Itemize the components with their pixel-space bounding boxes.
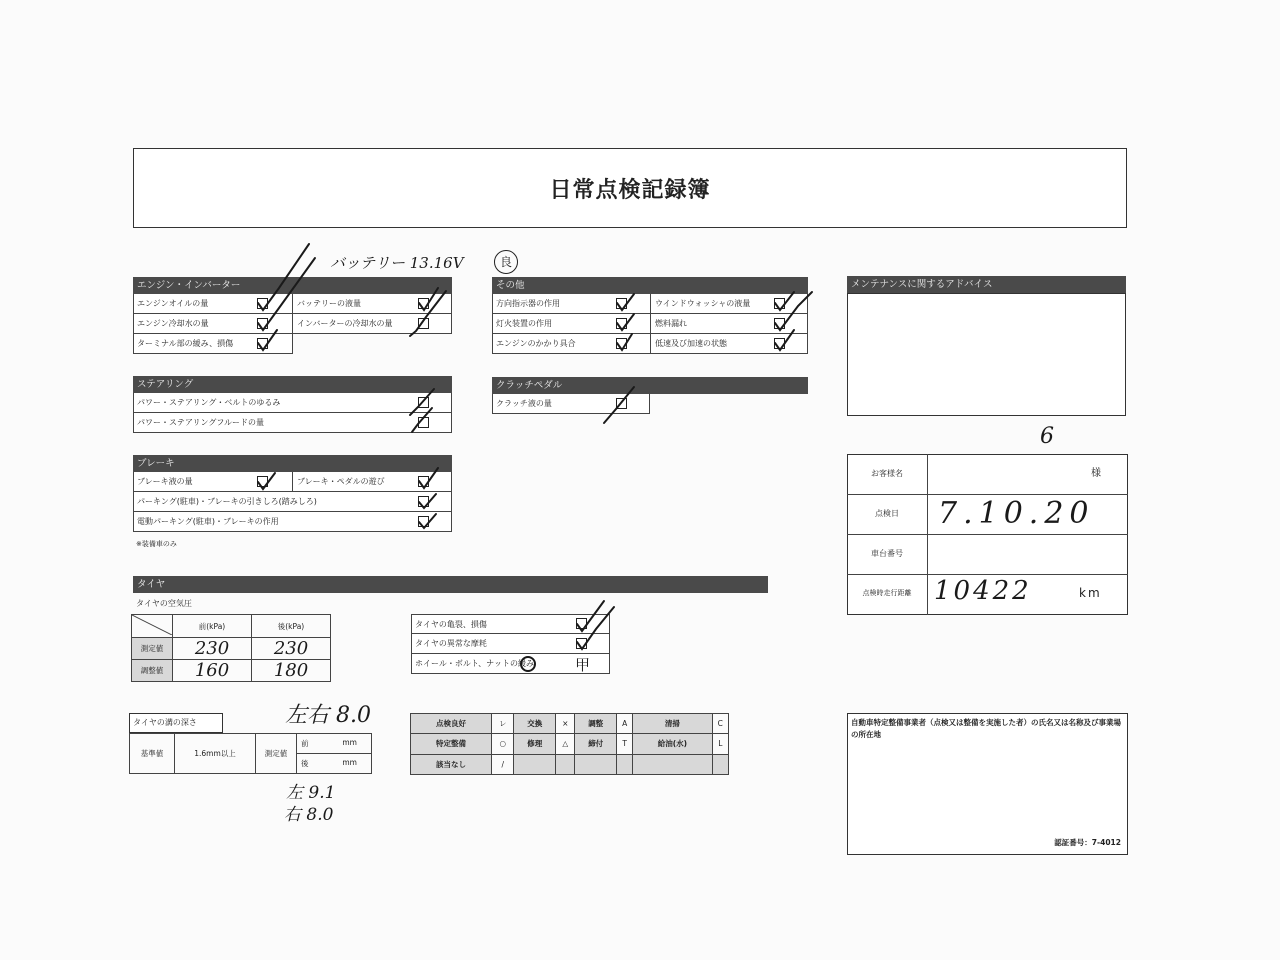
- legend-symbol: レ: [492, 714, 514, 734]
- mileage-value: 10422: [934, 576, 1032, 606]
- legend-term: 調整: [575, 714, 617, 734]
- legend-symbol: T: [617, 734, 633, 754]
- groove-label: タイヤの溝の深さ: [133, 718, 197, 727]
- brake-fluid-label: ブレーキ液の量: [137, 477, 193, 486]
- mileage-unit: km: [1079, 586, 1102, 600]
- legend-symbol: [712, 754, 728, 774]
- engine-start-label: エンジンのかかり具合: [496, 339, 576, 348]
- brake-pedal-label: ブレーキ・ペダルの遊び: [297, 477, 385, 486]
- groove-table: [129, 733, 372, 774]
- tire-pressure-table: [131, 614, 331, 682]
- legend-symbol: [617, 754, 633, 774]
- rear-adjusted-value: 180: [273, 660, 309, 681]
- electric-parking-checkbox[interactable]: [418, 516, 429, 527]
- ps-belt-checkbox[interactable]: [418, 397, 429, 408]
- legend-term: 締付: [575, 734, 617, 754]
- tire-crack-label: タイヤの亀裂、損傷: [415, 620, 487, 629]
- page-title: 日常点検記録簿: [549, 177, 711, 203]
- tire-header: タイヤ: [133, 576, 768, 593]
- ps-fluid-label: パワー・ステアリングフルードの量: [137, 418, 265, 427]
- lights-label: 灯火装置の作用: [496, 319, 552, 328]
- groove-label-box: [129, 713, 223, 733]
- inverter-coolant-label: インバーターの冷却水の量: [297, 319, 393, 328]
- turn-signal-label: 方向指示器の作用: [496, 299, 560, 308]
- groove-front-cell: [297, 734, 372, 754]
- engine-row-3: [133, 334, 293, 354]
- tire-crack-checkbox[interactable]: [576, 618, 587, 629]
- parking-brake-label: パーキング(駐車)・ブレーキの引きしろ(踏みしろ): [137, 497, 317, 506]
- rear-adjusted-cell: [252, 660, 331, 682]
- cert-number: 認証番号：7-4012: [1054, 838, 1121, 847]
- legend-symbol: ○: [492, 734, 514, 754]
- front-adjusted-value: 160: [194, 660, 230, 681]
- tire-wear-label: タイヤの異常な摩耗: [415, 639, 487, 648]
- customer-name-suffix: 様: [1091, 468, 1101, 479]
- pressure-corner: [132, 615, 173, 638]
- inspection-date-label: 点検日: [875, 509, 899, 518]
- acceleration-checkbox[interactable]: [774, 338, 785, 349]
- tire-pressure-label: タイヤの空気圧: [136, 599, 192, 608]
- legend-term: 該当なし: [411, 754, 492, 774]
- fuel-leak-label: 燃料漏れ: [655, 319, 687, 328]
- brake-row-2: [133, 492, 452, 512]
- engine-oil-label: エンジンオイルの量: [137, 299, 209, 308]
- terminal-checkbox[interactable]: [257, 338, 268, 349]
- chassis-number-label: 車台番号: [871, 549, 903, 558]
- engine-oil-checkbox[interactable]: [257, 298, 268, 309]
- fuel-leak-checkbox[interactable]: [774, 318, 785, 329]
- tire-wear-checkbox[interactable]: [576, 638, 587, 649]
- standard-label: 基準値: [130, 734, 175, 774]
- lights-checkbox[interactable]: [616, 318, 627, 329]
- groove-front-handwritten: 左右 8.0: [285, 703, 371, 728]
- advice-header: メンテナンスに関するアドバイス: [847, 276, 1126, 293]
- groove-measured-label: 測定値: [256, 734, 297, 774]
- inspection-date-value: 7.10.20: [938, 496, 1095, 531]
- clutch-fluid-label: クラッチ液の量: [496, 399, 552, 408]
- legend-row: [411, 714, 729, 734]
- brake-fluid-checkbox[interactable]: [257, 476, 268, 487]
- mileage-label: 点検時走行距離: [862, 589, 912, 597]
- legend-symbol: L: [712, 734, 728, 754]
- steering-header: ステアリング: [133, 376, 452, 393]
- legend-term: [514, 754, 556, 774]
- legend-symbol: △: [556, 734, 575, 754]
- customer-line-2: [847, 534, 1128, 535]
- steering-row-1: [133, 393, 452, 413]
- coolant-checkbox[interactable]: [257, 318, 268, 329]
- battery-annotation: バッテリー 13.16V: [330, 254, 464, 272]
- advice-box: [847, 293, 1126, 416]
- ps-fluid-checkbox[interactable]: [418, 417, 429, 428]
- front-measured-value: 230: [194, 638, 230, 659]
- engine-header: エンジン・インバーター: [133, 277, 452, 294]
- legend-symbol: C: [712, 714, 728, 734]
- customer-name-label: お客様名: [871, 469, 903, 478]
- customer-top-mark: 6: [1040, 424, 1054, 449]
- parking-brake-checkbox[interactable]: [418, 496, 429, 507]
- ps-belt-label: パワー・ステアリング・ベルトのゆるみ: [137, 398, 281, 407]
- battery-level-checkbox[interactable]: [418, 298, 429, 309]
- legend-term: [633, 754, 712, 774]
- legend-symbol: /: [492, 754, 514, 774]
- groove-rear-right-handwritten: 右 8.0: [284, 805, 334, 825]
- legend-row: [411, 734, 729, 754]
- clutch-header: クラッチペダル: [492, 377, 808, 394]
- front-kpa-header: 前(kPa): [173, 615, 252, 638]
- groove-front-unit: mm: [342, 738, 357, 747]
- shop-header: 自動車特定整備事業者（点検又は整備を実施した者）の氏名又は名称及び事業場の所在地: [851, 718, 1121, 739]
- legend-term: 給油(水): [633, 734, 712, 754]
- other-header: その他: [492, 277, 808, 294]
- turn-signal-checkbox[interactable]: [616, 298, 627, 309]
- legend-term: 清掃: [633, 714, 712, 734]
- groove-front-label: 前: [301, 739, 309, 748]
- groove-rear-unit: mm: [342, 758, 357, 767]
- brake-header: ブレーキ: [133, 455, 452, 472]
- title-box: [133, 148, 1127, 228]
- customer-line-3: [847, 574, 1128, 575]
- rear-kpa-header: 後(kPa): [252, 615, 331, 638]
- standard-value: 1.6mm以上: [175, 734, 256, 774]
- groove-rear-cell: [297, 754, 372, 774]
- legend-term: 点検良好: [411, 714, 492, 734]
- legend-symbol: [556, 754, 575, 774]
- legend-row: [411, 754, 729, 774]
- legend-term: [575, 754, 617, 774]
- brake-pedal-checkbox[interactable]: [418, 476, 429, 487]
- brake-divider: [292, 472, 293, 492]
- inverter-coolant-checkbox[interactable]: [418, 318, 429, 329]
- diagonal-line: [132, 615, 172, 635]
- steering-row-2: [133, 413, 452, 433]
- legend-term: 修理: [514, 734, 556, 754]
- other-divider: [650, 294, 651, 354]
- acceleration-label: 低速及び加速の状態: [655, 339, 727, 348]
- engine-start-checkbox[interactable]: [616, 338, 627, 349]
- battery-level-label: バッテリーの液量: [297, 299, 361, 308]
- clutch-fluid-checkbox[interactable]: [616, 398, 627, 409]
- front-measured-cell: [173, 638, 252, 660]
- wheel-bolt-mark: 甲: [575, 656, 591, 674]
- legend-term: 特定整備: [411, 734, 492, 754]
- shop-box: [847, 713, 1128, 855]
- legend-symbol: ×: [556, 714, 575, 734]
- groove-rear-left-handwritten: 左 9.1: [286, 783, 336, 803]
- electric-parking-label: 電動パーキング(駐車)・ブレーキの作用: [137, 517, 279, 526]
- rear-measured-cell: [252, 638, 331, 660]
- battery-ok-mark: 良: [494, 250, 518, 274]
- brake-note: ※装備車のみ: [136, 540, 177, 548]
- washer-checkbox[interactable]: [774, 298, 785, 309]
- washer-label: ウインドウォッシャの液量: [655, 299, 751, 308]
- legend-term: 交換: [514, 714, 556, 734]
- legend-symbol: A: [617, 714, 633, 734]
- legend-table: [410, 713, 729, 775]
- adjusted-label: 調整値: [132, 660, 173, 682]
- front-adjusted-cell: [173, 660, 252, 682]
- rear-measured-value: 230: [273, 638, 309, 659]
- wheel-bolt-label: ホイール・ボルト、ナットの緩み: [415, 659, 534, 668]
- coolant-label: エンジン冷却水の量: [137, 319, 209, 328]
- measured-label: 測定値: [132, 638, 173, 660]
- groove-rear-label: 後: [301, 759, 309, 768]
- engine-divider: [292, 294, 293, 354]
- brake-row-3: [133, 512, 452, 532]
- customer-line-1: [847, 494, 1128, 495]
- terminal-label: ターミナル部の緩み、損傷: [137, 339, 234, 348]
